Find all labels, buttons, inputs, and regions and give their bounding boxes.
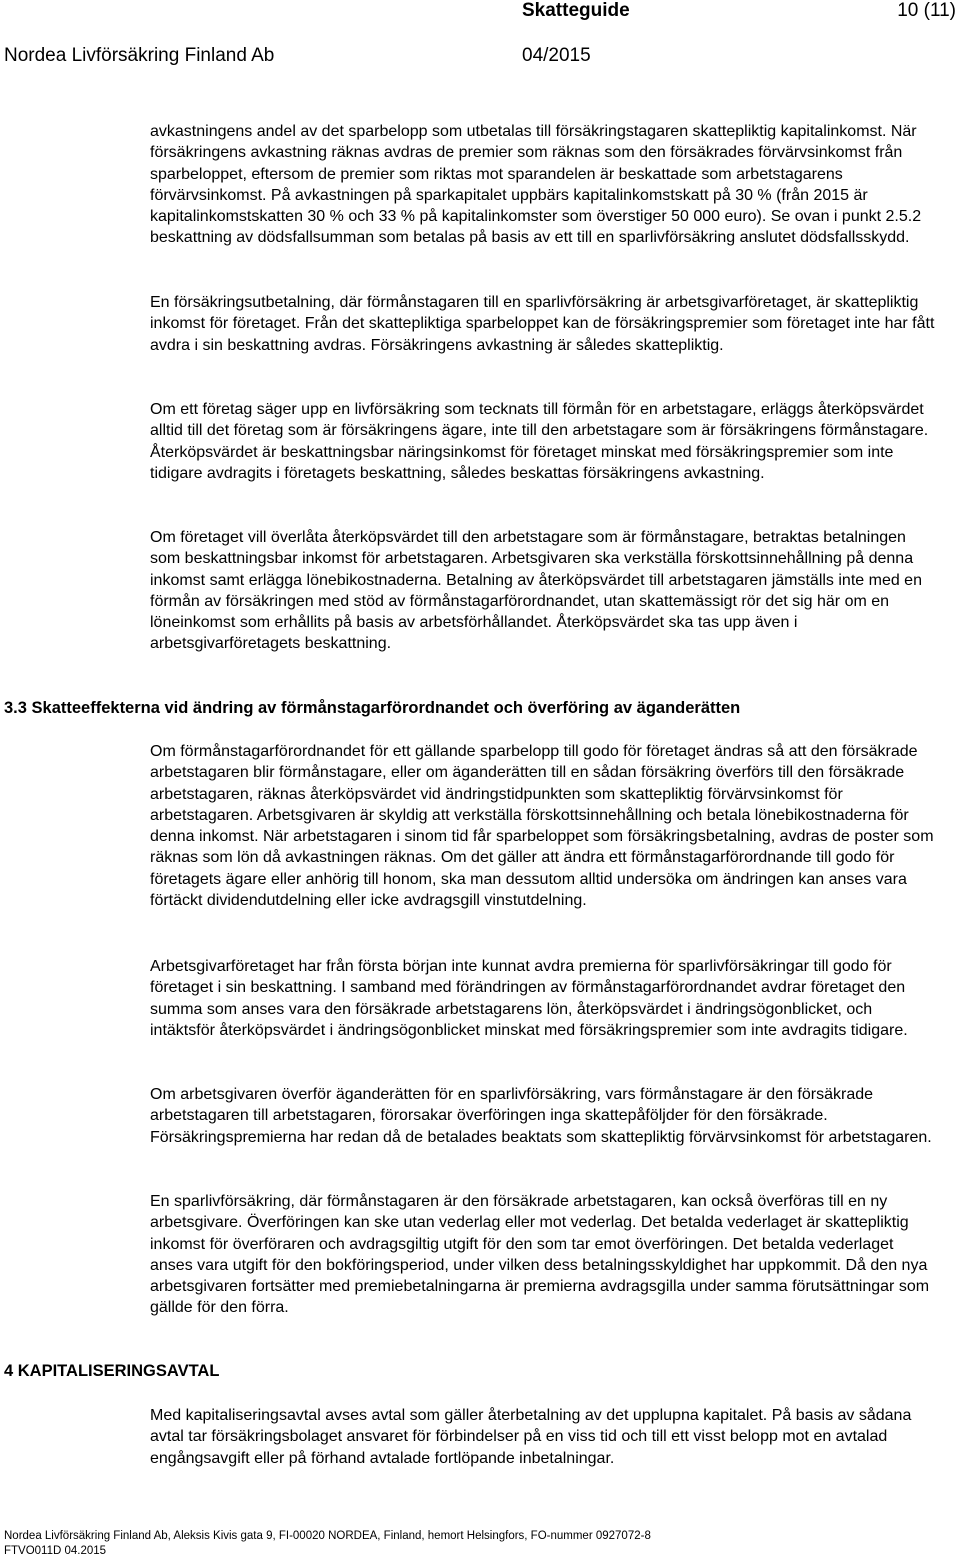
page-number: 10 (11) [897,0,956,21]
paragraph-surrender-value: Om ett företag säger upp en livförsäkring som tecknats till förmån för en arbetstagare, erläggs återköpsvärdet alltid till det företag som är försäkringens ägare, inte till den arbetstagare som är försäkringens förmånstagare. Återköpsvärdet är beskattningsbar näringsinkomst för företaget minskat med försäkringspremier som inte tidigare avdragits i företagets beskattning, således beskattas försäkringens avkastning. [150,401,929,482]
paragraph-new-employer: En sparlivförsäkring, där förmånstagaren är den försäkrade arbetstagaren, kan också överföras till en ny arbetsgivare. Överföringen kan ske utan vederlag eller mot vederlag. Det betalda vederlaget är skattepliktig inkomst för överföraren och avdragsgiltig utgift för den som tar emot överföringen. Det betalda vederlaget anses vara utgift för den bokföringsperiod, under vilken dess betalningsskyldighet har uppkommit. Då den nya arbetsgivaren fortsätter med premiebetalningarna är premierna avdragsgilla under samma förutsättningar som gällde för den förra. [150,1193,930,1317]
paragraph-beneficiary-change: Om förmånstagarförordnandet för ett gällande sparbelopp till godo för företaget ändras så att den försäkrade arbetstagaren blir förmånstagare, eller om äganderätten till en sådan försäkring överförs till den försäkrade arbetstagaren, räknas återköpsvärdet vid ändringstidpunkten som skattepliktig förvärvsinkomst för arbetstagaren. Arbetsgivaren är skyldig att verkställa förskottsinnehållning och betala lönebikostnaderna för denna inkomst. När arbetstagaren i sinom tid får sparbeloppet som försäkringsbetalning, avdras de poster som räknas som lön då avkastningen räknas. Om det gäller att ändra ett förmånstagarförordnande till godo för företagets ägare eller anhörig till honom, ska man dessutom alltid undersöka om ändringen kan anses vara förtäckt dividendutdelning eller icke avdragsgill vinstutdelning. [150,743,934,910]
document-date: 04/2015 [522,45,591,66]
document-title: Skatteguide [522,0,630,21]
paragraph-premium-deduction: Arbetsgivarföretaget har från första början inte kunnat avdra premierna för sparlivförsäkringar till godo för företaget i sin beskattning. I samband med förändringen av förmånstagarförordnandet avdrar företaget den summa som anses vara den försäkrade arbetstagarens lön, återköpsvärdet i ändringsögonblicket, och intäktsför återköpsvärdet i ändringsögonblicket minskat med försäkringspremier som inte avdragits tidigare. [150,958,908,1039]
paragraph-transfer-to-employee: Om företaget vill överlåta återköpsvärdet till den arbetstagare som är förmånstagare, betraktas betalningen som beskattningsbar inkomst för arbetstagaren. Arbetsgivaren ska verkställa förskottsinnehållning på denna inkomst samt erlägga lönebikostnaderna. Betalning av återköpsvärdet till arbetstagaren jämställs inte med en förmån av försäkringen med stöd av förmånstagarförordnandet, utan skattemässigt rör det sig här om en löneinkomst som erhållits på basis av arbetsförhållandet. Återköpsvärdet ska tas upp även i arbetsgivarföretagets beskattning. [150,529,922,653]
paragraph-taxation-of-return: avkastningens andel av det sparbelopp som utbetalas till försäkringstagaren skattepliktig kapitalinkomst. När försäkringens avkastning räknas avdras de premier som räknas som den försäkrades förvärvsinkomst från sparbeloppet, eftersom de premier som riktas mot sparandelen är beskattade som arbetstagarens förvärvsinkomst. På avkastningen på sparkapitalet uppbärs kapitalinkomstskatt på 30 % (från 2015 är kapitalinkomstskatten 30 % och 33 % på kapitalinkomster som överstiger 50 000 euro). Se ovan i punkt 2.5.2 beskattning av dödsfallsumman som betalas på basis av ett till en sparlivförsäkring anslutet dödsfallsskydd. [150,123,922,247]
company-name: Nordea Livförsäkring Finland Ab [4,45,275,66]
footer-form-code: FTVO011D 04.2015 [4,1545,107,1557]
section-heading-4: 4 KAPITALISERINGSAVTAL [4,1362,220,1380]
footer-company-address: Nordea Livförsäkring Finland Ab, Aleksis Kivis gata 9, FI-00020 NORDEA, Finland, hemort Helsingfors, FO-nummer 0927072-8 [4,1530,651,1542]
paragraph-employer-beneficiary: En försäkringsutbetalning, där förmånstagaren till en sparlivförsäkring är arbetsgivarföretaget, är skattepliktig inkomst för företaget. Från det skattepliktiga sparbeloppet kan de försäkringspremier som företaget inte har fått avdra i sin beskattning avdras. Försäkringens avkastning är således skattepliktig. [150,294,935,354]
paragraph-ownership-transfer: Om arbetsgivaren överför äganderätten för en sparlivförsäkring, vars förmånstagare är den försäkrade arbetstagaren till arbetstagaren, förorsakar överföringen inga skattepåföljder för den försäkrade. Försäkringspremierna har redan då de betalades beaktats som skattepliktig förvärvsinkomst för arbetstagaren. [150,1086,932,1146]
paragraph-capitalisation-agreement: Med kapitaliseringsavtal avses avtal som gäller återbetalning av det upplupna kapitalet. På basis av sådana avtal tar försäkringsbolaget ansvaret för förbindelser på en viss tid och till ett visst belopp mot en avtalad engångsavgift eller på förhand avtalade fortlöpande inbetalningar. [150,1407,912,1467]
section-heading-3-3: 3.3 Skatteeffekterna vid ändring av förmånstagarförordnandet och överföring av äganderätten [4,699,741,717]
